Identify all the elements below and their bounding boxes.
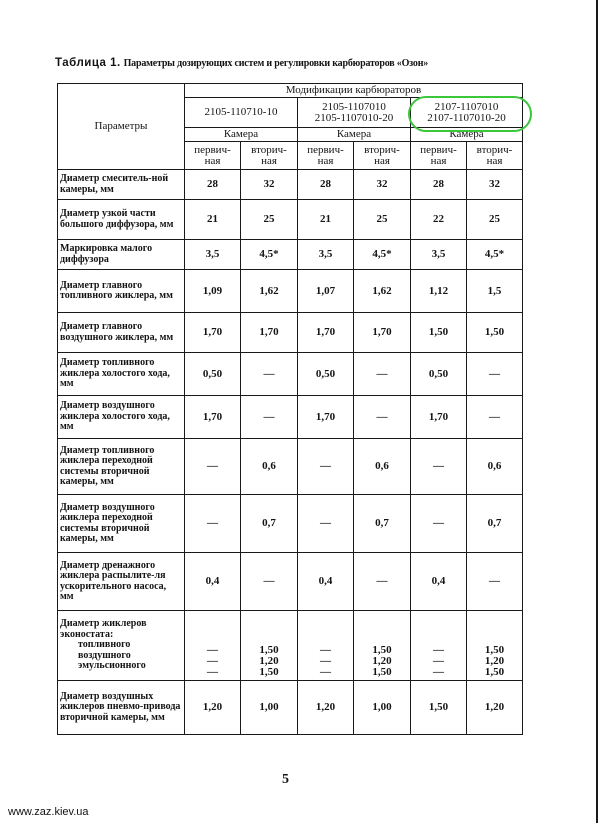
value-cell: — xyxy=(185,495,241,553)
value-cell: 1,70 xyxy=(354,313,411,353)
value-cell: — xyxy=(467,553,523,611)
parameter-name: Диаметр главного топливного жиклера, мм xyxy=(58,270,185,313)
value-cell: 1,62 xyxy=(241,270,298,313)
value-cell: 1,00 xyxy=(241,681,298,735)
value-cell: 0,4 xyxy=(185,553,241,611)
value-cell: 32 xyxy=(354,170,411,200)
value-cell: 3,5 xyxy=(185,240,241,270)
parameter-name: Диаметр топливного жиклера холостого хода, мм xyxy=(58,353,185,396)
value-cell: 4,5* xyxy=(354,240,411,270)
econostat-item: топливного xyxy=(78,639,131,651)
parameters-table xyxy=(57,83,523,735)
table-row xyxy=(58,240,523,270)
value-cell: 0,7 xyxy=(467,495,523,553)
value-cell: 1,70 xyxy=(241,313,298,353)
chamber-type-header: первич- ная xyxy=(298,142,354,170)
value-cell: 0,6 xyxy=(354,439,411,495)
table-row xyxy=(58,396,523,439)
parameter-name: Диаметр узкой части большого диффузора, мм xyxy=(58,200,185,240)
chamber-type-header: вторич- ная xyxy=(467,142,523,170)
value-cell: — — — xyxy=(185,611,241,681)
table-row-econostat xyxy=(58,611,523,681)
value-cell: 1,70 xyxy=(298,396,354,439)
value-cell: 1,70 xyxy=(185,396,241,439)
value-cell: — xyxy=(411,439,467,495)
chamber-header: Камера xyxy=(411,128,523,142)
value-cell: 1,50 1,20 1,50 xyxy=(241,611,298,681)
value-cell: 0,4 xyxy=(411,553,467,611)
table-row xyxy=(58,495,523,553)
value-cell: 1,50 xyxy=(411,313,467,353)
parameter-name: Диаметр воздушных жиклеров пневмо-привода вторичной камеры, мм xyxy=(58,681,185,735)
table-title: Параметры дозирующих систем и регулировки карбюраторов «Озон» xyxy=(123,58,429,69)
value-cell: 25 xyxy=(354,200,411,240)
parameter-name: Диаметр жиклеров эконостата: топливного воздушного эмульсионного xyxy=(58,611,185,681)
value-cell: 1,50 1,20 1,50 xyxy=(354,611,411,681)
value-cell: 0,7 xyxy=(241,495,298,553)
value-cell: 1,62 xyxy=(354,270,411,313)
model-header: 2107-1107010 2107-1107010-20 xyxy=(411,98,523,128)
value-cell: 1,20 xyxy=(467,681,523,735)
value-cell: 28 xyxy=(411,170,467,200)
econostat-item: воздушного xyxy=(78,649,131,661)
table-row xyxy=(58,170,523,200)
value-cell: 1,70 xyxy=(185,313,241,353)
value-cell: 0,6 xyxy=(241,439,298,495)
table-row xyxy=(58,200,523,240)
value-cell: 4,5* xyxy=(467,240,523,270)
table-row xyxy=(58,270,523,313)
value-cell: 21 xyxy=(185,200,241,240)
value-cell: — — — xyxy=(298,611,354,681)
chamber-type-header: первич- ная xyxy=(185,142,241,170)
value-cell: — xyxy=(354,553,411,611)
value-cell: 28 xyxy=(298,170,354,200)
model-header: 2105-110710-10 xyxy=(185,98,298,128)
parameter-name: Диаметр воздушного жиклера переходной системы вторичной камеры, мм xyxy=(58,495,185,553)
chamber-type-header: вторич- ная xyxy=(241,142,298,170)
table-caption xyxy=(55,57,555,69)
highlight-circle xyxy=(408,96,532,132)
parameter-name: Диаметр смеситель-ной камеры, мм xyxy=(58,170,185,200)
table-row xyxy=(58,439,523,495)
table-row xyxy=(58,353,523,396)
value-cell: 32 xyxy=(467,170,523,200)
value-cell: — xyxy=(411,495,467,553)
parameter-name: Диаметр дренажного жиклера распылите-ля ускорительного насоса, мм xyxy=(58,553,185,611)
value-cell: — xyxy=(241,353,298,396)
value-cell: 0,7 xyxy=(354,495,411,553)
value-cell: 0,50 xyxy=(411,353,467,396)
parameter-name: Диаметр воздушного жиклера холостого хода, мм xyxy=(58,396,185,439)
model-header: 2105-1107010 2105-1107010-20 xyxy=(298,98,411,128)
chamber-type-header: вторич- ная xyxy=(354,142,411,170)
value-cell: 22 xyxy=(411,200,467,240)
value-cell: 1,50 xyxy=(411,681,467,735)
value-cell: 3,5 xyxy=(298,240,354,270)
value-cell: — xyxy=(298,439,354,495)
value-cell: 1,50 1,20 1,50 xyxy=(467,611,523,681)
value-cell: 1,70 xyxy=(298,313,354,353)
value-cell: 0,50 xyxy=(185,353,241,396)
value-cell: 1,12 xyxy=(411,270,467,313)
value-cell: 1,50 xyxy=(467,313,523,353)
value-cell: — xyxy=(467,353,523,396)
page-edge xyxy=(596,0,598,823)
value-cell: 1,00 xyxy=(354,681,411,735)
value-cell: — — — xyxy=(411,611,467,681)
value-cell: — xyxy=(467,396,523,439)
value-cell: 1,07 xyxy=(298,270,354,313)
value-cell: 32 xyxy=(241,170,298,200)
value-cell: 25 xyxy=(467,200,523,240)
value-cell: — xyxy=(241,553,298,611)
value-cell: 25 xyxy=(241,200,298,240)
footer-url: www.zaz.kiev.ua xyxy=(8,806,89,818)
value-cell: 21 xyxy=(298,200,354,240)
value-cell: 3,5 xyxy=(411,240,467,270)
value-cell: — xyxy=(298,495,354,553)
parameter-name: Диаметр главного воздушного жиклера, мм xyxy=(58,313,185,353)
page-number: 5 xyxy=(282,772,289,787)
value-cell: — xyxy=(241,396,298,439)
value-cell: 1,20 xyxy=(298,681,354,735)
value-cell: 1,20 xyxy=(185,681,241,735)
parameter-name: Диаметр топливного жиклера переходной системы вторичной камеры, мм xyxy=(58,439,185,495)
value-cell: — xyxy=(185,439,241,495)
table-number: Таблица 1. xyxy=(55,57,121,69)
value-cell: 1,5 xyxy=(467,270,523,313)
value-cell: — xyxy=(354,353,411,396)
econostat-item: эмульсионного xyxy=(78,660,146,672)
param-column-header: Параметры xyxy=(58,84,185,170)
value-cell: 0,6 xyxy=(467,439,523,495)
value-cell: 1,70 xyxy=(411,396,467,439)
modifications-header: Модификации карбюраторов xyxy=(185,84,523,98)
parameter-name: Маркировка малого диффузора xyxy=(58,240,185,270)
table-row xyxy=(58,313,523,353)
table-row xyxy=(58,553,523,611)
value-cell: — xyxy=(354,396,411,439)
value-cell: 28 xyxy=(185,170,241,200)
chamber-header: Камера xyxy=(185,128,298,142)
value-cell: 0,50 xyxy=(298,353,354,396)
chamber-header: Камера xyxy=(298,128,411,142)
value-cell: 0,4 xyxy=(298,553,354,611)
table-row xyxy=(58,681,523,735)
value-cell: 4,5* xyxy=(241,240,298,270)
chamber-type-header: первич- ная xyxy=(411,142,467,170)
value-cell: 1,09 xyxy=(185,270,241,313)
